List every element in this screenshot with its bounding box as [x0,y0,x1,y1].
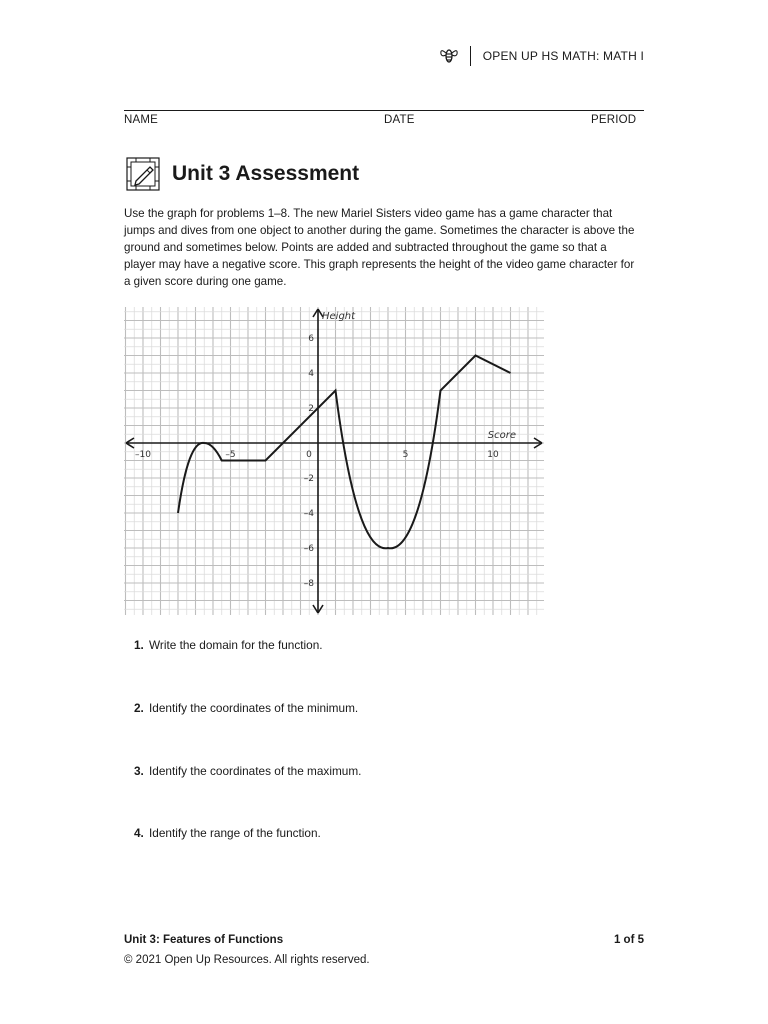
question-text: Identify the range of the function. [149,826,321,840]
question-1 [134,638,323,652]
period-label: PERIOD [591,114,637,126]
question-text: Identify the coordinates of the minimum. [149,701,359,715]
title-row [124,155,359,193]
y-tick-label: 4 [308,369,314,379]
question-2 [134,701,358,715]
intro-paragraph [124,205,646,290]
footer-page-number: 1 of 5 [613,934,644,946]
grid [124,307,544,615]
y-tick-label: 2 [308,404,314,414]
x-axis-label: Score [487,430,516,441]
question-text: Identify the coordinates of the maximum. [149,764,362,778]
graph-svg [118,303,550,619]
y-tick-label: –2 [303,474,314,484]
header-brand [438,46,644,66]
question-4 [134,826,321,840]
question-text: Write the domain for the function. [149,638,323,652]
y-tick-label: –8 [303,579,314,589]
name-label: NAME [124,114,159,126]
pencil-ruler-icon [124,155,162,193]
intro-line: Use the graph for problems 1–8. The new Mariel Sisters video game has a game character that [124,207,613,220]
bee-logo-icon [438,46,460,66]
y-axis-label: Height [322,311,356,322]
question-number: 1. [134,638,144,652]
question-number: 2. [134,701,144,715]
x-tick-label: 10 [487,450,499,460]
x-tick-label: 0 [306,450,312,460]
question-3 [134,764,361,778]
footer-unit: Unit 3: Features of Functions [124,934,284,946]
y-tick-label: –4 [303,509,314,519]
footer-copyright: © 2021 Open Up Resources. All rights reserved. [124,954,370,966]
question-number: 3. [134,764,144,778]
date-label: DATE [384,114,415,126]
course-title: OPEN UP HS MATH: MATH I [482,49,644,63]
x-tick-label: 5 [402,450,409,460]
intro-line: jumps and dives from one object to another during the game. Sometimes the character is above the [124,224,635,237]
x-tick-label: –10 [135,450,151,460]
page-title: Unit 3 Assessment [172,162,360,185]
intro-line: player may have a negative score. This graph represents the height of the video game character for [124,258,635,271]
question-number: 4. [134,826,144,840]
intro-line: ground and sometimes below. Points are added and subtracted throughout the game so that a [124,241,607,254]
intro-line: a given score during one game. [124,275,287,288]
y-tick-label: –6 [303,544,314,554]
function-graph [118,303,550,624]
y-tick-label: 6 [308,334,314,344]
brand-divider [470,46,471,66]
x-tick-label: –5 [225,450,236,460]
name-rule [124,110,644,111]
